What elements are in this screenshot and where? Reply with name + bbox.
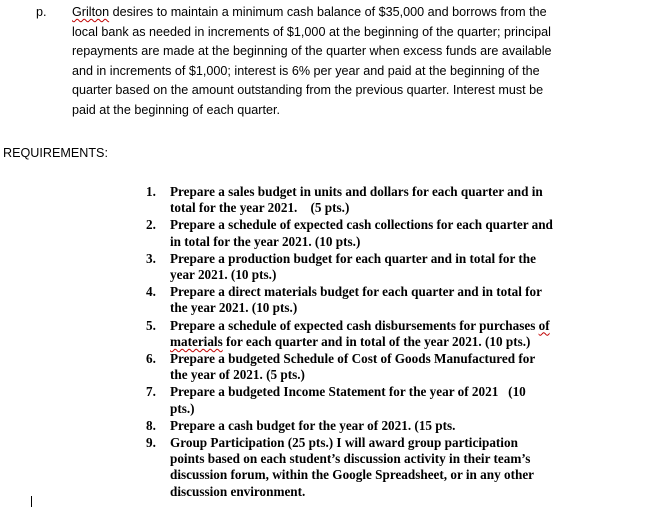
requirement-number: 9. xyxy=(146,435,156,451)
requirement-item xyxy=(140,284,640,316)
requirement-text: Prepare a sales budget in units and dollars for each quarter and in xyxy=(170,184,543,199)
spellcheck-word: of xyxy=(538,317,550,333)
intro-paragraph xyxy=(36,3,636,121)
requirement-item xyxy=(140,217,640,249)
requirement-text: materials for each quarter and in total of the year 2021. (10 pts.) xyxy=(170,333,531,349)
requirements-list xyxy=(140,184,640,501)
intro-line: repayments are made at the beginning of the quarter when excess funds are available xyxy=(72,44,552,59)
requirement-text: Prepare a budgeted Schedule of Cost of Goods Manufactured for xyxy=(170,351,536,367)
requirement-text: total for the year 2021. (5 pts.) xyxy=(170,200,350,216)
text-cursor[interactable] xyxy=(31,496,32,507)
intro-marker: p. xyxy=(36,5,47,19)
requirement-number: 1. xyxy=(146,184,156,199)
intro-line: quarter based on the amount outstanding from the previous quarter. Interest must be xyxy=(72,83,544,98)
requirement-text: Prepare a cash budget for the year of 2021. (15 pts. xyxy=(170,417,456,433)
spellcheck-word: materials xyxy=(170,333,223,349)
requirement-text: discussion forum, within the Google Spreadsheet, or in any other xyxy=(170,467,535,483)
requirement-item xyxy=(140,351,640,383)
requirement-item xyxy=(140,418,640,434)
company-name: Grilton xyxy=(72,5,110,19)
requirement-number: 3. xyxy=(146,250,156,266)
requirement-number: 7. xyxy=(146,384,156,400)
requirement-item xyxy=(140,384,640,416)
requirement-text: points based on each student’s discussion activity in their team’s xyxy=(170,451,531,467)
requirement-number: 4. xyxy=(146,284,156,300)
intro-text xyxy=(72,3,636,121)
requirement-text: pts.) xyxy=(170,400,195,416)
requirements-heading: REQUIREMENTS: xyxy=(3,146,108,160)
requirement-number: 6. xyxy=(146,351,156,367)
requirement-item xyxy=(140,184,640,216)
intro-line: Grilton desires to maintain a minimum cash balance of $35,000 and borrows from the xyxy=(72,5,547,19)
intro-line: paid at the beginning of each quarter. xyxy=(72,102,280,117)
requirement-text: in total for the year 2021. (10 pts.) xyxy=(170,233,361,249)
requirement-text: Prepare a direct materials budget for each quarter and in total for xyxy=(170,284,543,300)
requirement-item xyxy=(140,435,640,500)
requirement-text: discussion environment. xyxy=(170,483,306,499)
requirement-text: Prepare a schedule of expected cash disbursements for purchases of xyxy=(170,317,550,333)
requirement-text: Prepare a budgeted Income Statement for the year of 2021 (10 xyxy=(170,384,526,400)
requirement-text: Prepare a schedule of expected cash collections for each quarter and xyxy=(170,217,553,233)
requirement-text: the year 2021. (10 pts.) xyxy=(170,300,298,316)
requirement-number: 2. xyxy=(146,217,156,233)
intro-line: and in increments of $1,000; interest is 6% per year and paid at the beginning of the xyxy=(72,63,540,78)
requirement-text: Prepare a production budget for each quarter and in total for the xyxy=(170,250,536,266)
requirement-number: 8. xyxy=(146,417,156,433)
requirement-text: year 2021. (10 pts.) xyxy=(170,267,277,283)
requirement-text: the year of 2021. (5 pts.) xyxy=(170,367,305,383)
requirement-number: 5. xyxy=(146,317,156,333)
requirement-text: Group Participation (25 pts.) I will award group participation xyxy=(170,435,518,451)
requirement-item xyxy=(140,318,640,350)
requirement-item xyxy=(140,251,640,283)
intro-line: local bank as needed in increments of $1,000 at the beginning of the quarter; principal xyxy=(72,24,551,39)
